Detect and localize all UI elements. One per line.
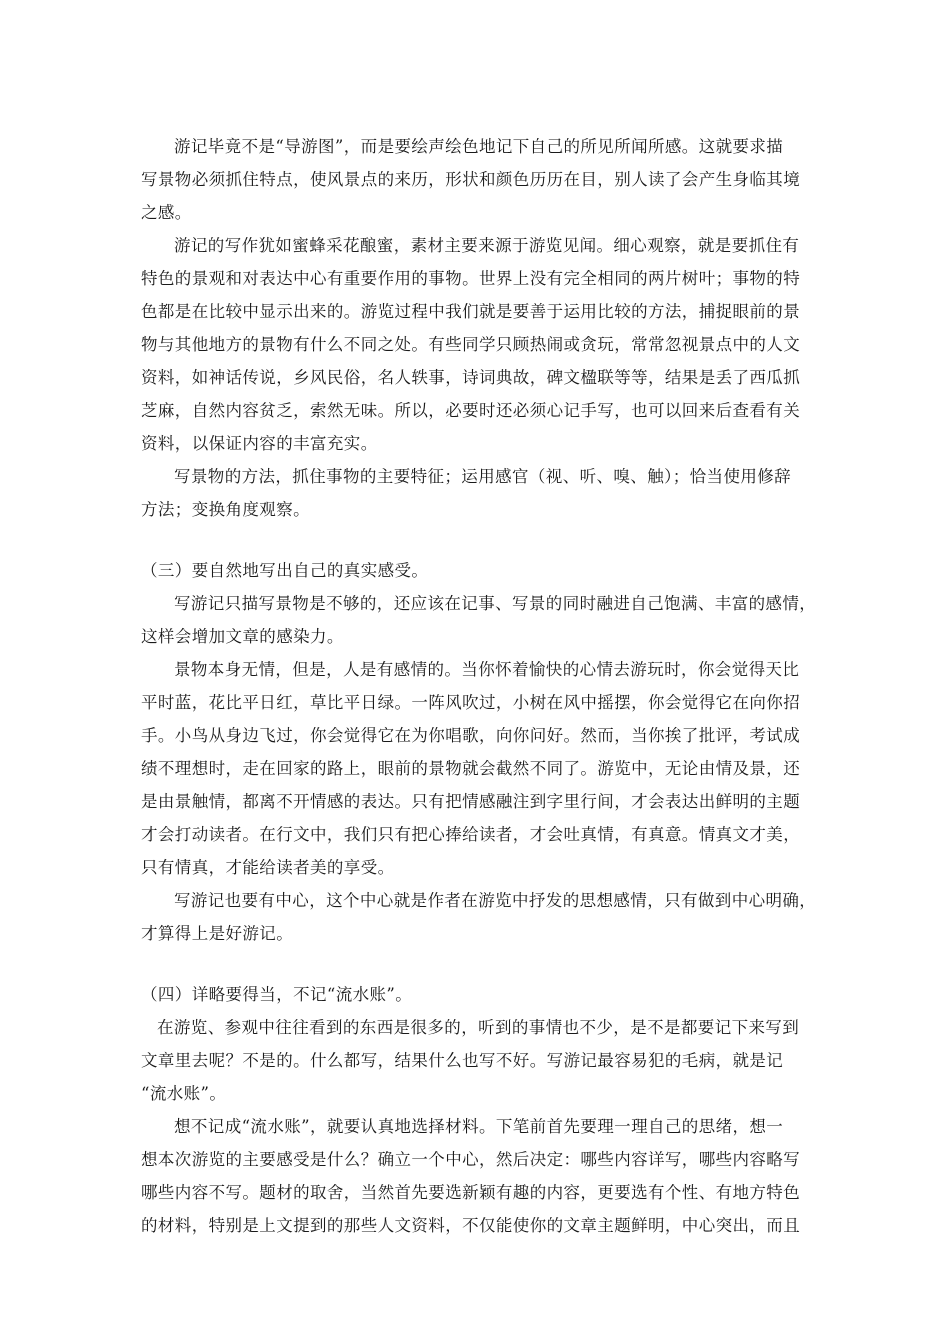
paragraph-line: 资料，以保证内容的丰富充实。 (141, 434, 378, 453)
paragraph (141, 130, 821, 229)
section-heading: （三）要自然地写出自己的真实感受。 (141, 561, 429, 580)
paragraph-line: 文章里去呢？不是的。什么都写，结果什么也写不好。写游记最容易犯的毛病，就是记 (141, 1051, 784, 1070)
paragraph-line: 写景物的方法，抓住事物的主要特征；运用感官（视、听、嗅、触）；恰当使用修辞 (174, 467, 792, 486)
paragraph-line: 想不记成“流水账”，就要认真地选择材料。下笔前首先要理一理自己的思绪，想一 (174, 1117, 784, 1136)
paragraph-line: 才算得上是好游记。 (141, 924, 294, 943)
paragraph-line: 写游记只描写景物是不够的，还应该在记事、写景的同时融进自己饱满、丰富的感情， (174, 594, 817, 613)
paragraph-line: 平时蓝，花比平日红，草比平日绿。一阵风吹过，小树在风中摇摆，你会觉得它在向你招 (141, 693, 801, 712)
document-body (141, 130, 821, 1242)
paragraph-line: 之感。 (141, 203, 192, 222)
paragraph-line: 写景物必须抓住特点，使风景点的来历，形状和颜色历历在目，别人读了会产生身临其境 (141, 170, 801, 189)
paragraph-line: 的材料，特别是上文提到的那些人文资料，不仅能使你的文章主题鲜明，中心突出，而且 (141, 1216, 801, 1235)
paragraph-line: “流水账”。 (141, 1084, 227, 1103)
paragraph (141, 1011, 821, 1110)
paragraph-line: 才会打动读者。在行文中，我们只有把心捧给读者，才会吐真情，有真意。情真文才美， (141, 825, 801, 844)
paragraph-line: 物与其他地方的景物有什么不同之处。有些同学只顾热闹或贪玩，常常忽视景点中的人文 (141, 335, 801, 354)
paragraph-line: 方法；变换角度观察。 (141, 500, 310, 519)
paragraph-line: 绩不理想时，走在回家的路上，眼前的景物就会截然不同了。游览中，无论由情及景，还 (141, 759, 801, 778)
paragraph-line: 色都是在比较中显示出来的。游览过程中我们就是要善于运用比较的方法，捕捉眼前的景 (141, 302, 801, 321)
paragraph (141, 1110, 821, 1242)
paragraph-line: 手。小鸟从身边飞过，你会觉得它在为你唱歌，向你问好。然而，当你挨了批评，考试成 (141, 726, 801, 745)
paragraph-line: 只有情真，才能给读者美的享受。 (141, 858, 395, 877)
paragraph-line: 游记毕竟不是“导游图”，而是要绘声绘色地记下自己的所见所闻所感。这就要求描 (174, 137, 784, 156)
paragraph-line: 这样会增加文章的感染力。 (141, 627, 344, 646)
paragraph-line: 是由景触情，都离不开情感的表达。只有把情感融注到字里行间，才会表达出鲜明的主题 (141, 792, 801, 811)
paragraph (141, 460, 821, 526)
paragraph-line: 哪些内容不写。题材的取舍，当然首先要选新颖有趣的内容，更要选有个性、有地方特色 (141, 1183, 801, 1202)
paragraph-line: 特色的景观和对表达中心有重要作用的事物。世界上没有完全相同的两片树叶；事物的特 (141, 269, 801, 288)
paragraph-line: 想本次游览的主要感受是什么？确立一个中心，然后决定：哪些内容详写，哪些内容略写 (141, 1150, 801, 1169)
paragraph (141, 587, 821, 653)
section-heading: （四）详略要得当，不记“流水账”。 (141, 985, 413, 1004)
paragraph (141, 229, 821, 460)
paragraph-line: 景物本身无情，但是，人是有感情的。当你怀着愉快的心情去游玩时，你会觉得天比 (174, 660, 800, 679)
paragraph-line: 在游览、参观中往往看到的东西是很多的，听到的事情也不少，是不是都要记下来写到 (157, 1018, 800, 1037)
paragraph-line: 芝麻，自然内容贫乏，索然无味。所以，必要时还必须心记手写，也可以回来后查看有关 (141, 401, 801, 420)
paragraph-line: 资料，如神话传说，乡风民俗，名人轶事，诗词典故，碑文楹联等等，结果是丢了西瓜抓 (141, 368, 801, 387)
paragraph (141, 653, 821, 884)
paragraph-line: 写游记也要有中心，这个中心就是作者在游览中抒发的思想感情，只有做到中心明确， (174, 891, 817, 910)
paragraph-line: 游记的写作犹如蜜蜂采花酿蜜，素材主要来源于游览见闻。细心观察，就是要抓住有 (174, 236, 800, 255)
paragraph (141, 884, 821, 950)
